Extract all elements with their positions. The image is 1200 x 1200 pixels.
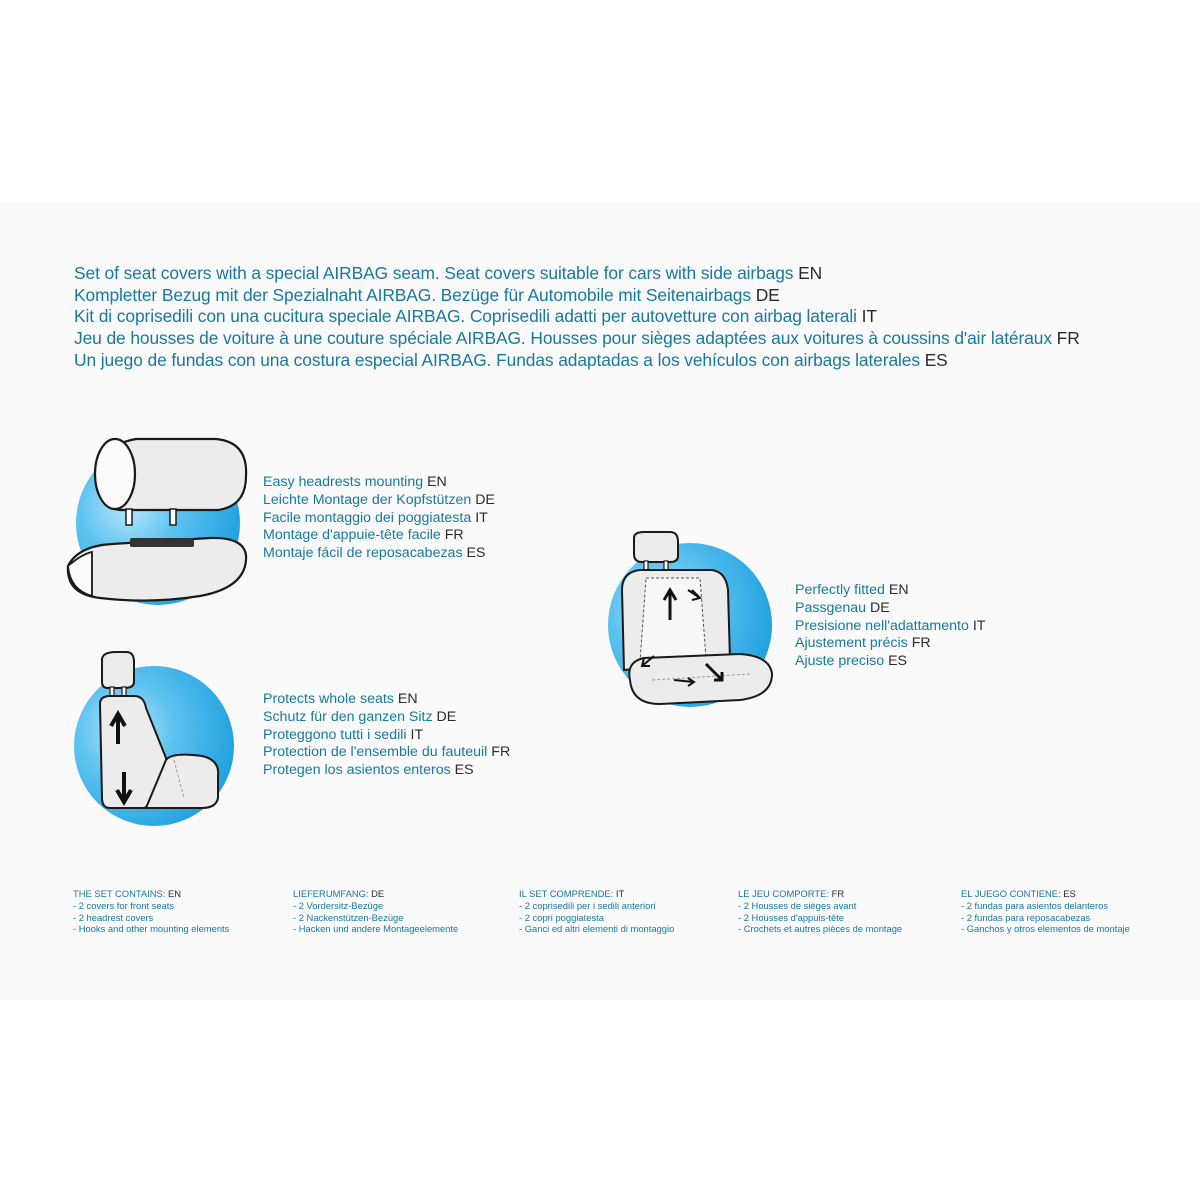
set-contents-item: - 2 Housses d'appuis-tête [738, 911, 845, 923]
set-contents-item: - 2 fundas para reposacabezas [961, 911, 1091, 923]
fitted-seat-icon [600, 530, 780, 710]
headline-line-de: Kompletter Bezug mit der Spezialnaht AIRBAG. Bezüge für Automobile mit Seitenairbags DE [74, 284, 780, 305]
feature-fitted [795, 582, 985, 671]
set-contents-item: - 2 copri poggiatesta [519, 911, 604, 923]
set-contents-item: - Crochets et autres pièces de montage [738, 923, 903, 935]
feature-line: Proteggono tutti i sedili IT [263, 726, 424, 743]
feature-line: Schutz für den ganzen Sitz DE [263, 708, 457, 725]
headline-line-fr: Jeu de housses de voiture à une couture spéciale AIRBAG. Housses pour sièges adaptées aux voitures à coussins d'air latéraux FR [74, 328, 1080, 349]
feature-line: Protects whole seats EN [263, 691, 418, 707]
feature-line: Protection de l'ensemble du fauteuil FR [263, 744, 511, 761]
headline-line-it: Kit di coprisedili con una cucitura speciale AIRBAG. Coprisedili adatti per autovetture con airbag laterali IT [74, 306, 877, 327]
set-contents-de [293, 888, 513, 935]
set-contents-item: - 2 Nackenstützen-Bezüge [293, 911, 404, 923]
set-contents-en [73, 888, 293, 935]
set-contents-heading: THE SET CONTAINS: EN [73, 888, 182, 899]
feature-line: Leichte Montage der Kopfstützen DE [263, 491, 495, 508]
headrest-mounting-icon [60, 430, 250, 610]
feature-line: Perfectly fitted EN [795, 582, 909, 598]
feature-protects [263, 691, 510, 780]
set-contents-item: - Hacken und andere Montageelemente [293, 923, 459, 935]
set-contents-heading: EL JUEGO CONTIENE: ES [961, 888, 1076, 899]
feature-line: Ajuste preciso ES [795, 653, 907, 670]
set-contents-item: - Ganchos y otros elementos de montaje [961, 923, 1130, 935]
feature-line: Protegen los asientos enteros ES [263, 762, 474, 779]
set-contents-item: - 2 headrest covers [73, 911, 154, 923]
set-contents-item: - 2 fundas para asientos delanteros [961, 900, 1108, 911]
feature-line: Presisione nell'adattamento IT [795, 617, 986, 634]
set-contents-item: - 2 Vordersitz-Bezüge [293, 900, 384, 911]
feature-line: Passgenau DE [795, 599, 890, 616]
feature-line: Montaje fácil de reposacabezas ES [263, 545, 486, 562]
feature-line: Facile montaggio dei poggiatesta IT [263, 509, 488, 526]
set-contents-it [519, 888, 739, 935]
set-contents-item: - 2 Housses de sièges avant [738, 900, 857, 911]
set-contents-item: - 2 covers for front seats [73, 900, 175, 911]
feature-line: Easy headrests mounting EN [263, 474, 447, 490]
seat-side-icon [62, 648, 242, 828]
set-contents-item: - Ganci ed altri elementi di montaggio [519, 923, 675, 935]
set-contents-es [961, 888, 1181, 935]
headline-block [74, 263, 1184, 372]
headline-line-es: Un juego de fundas con una costura especial AIRBAG. Fundas adaptadas a los vehículos con airbags laterales ES [74, 349, 948, 370]
headline-line-en: Set of seat covers with a special AIRBAG seam. Seat covers suitable for cars with side airbags EN [74, 263, 823, 283]
feature-headrests [263, 474, 495, 563]
set-contents-heading: LE JEU COMPORTE: FR [738, 888, 845, 899]
set-contents-item: - 2 coprisedili per i sedili anteriori [519, 900, 656, 911]
set-contents-heading: IL SET COMPRENDE: IT [519, 888, 625, 899]
set-contents-fr [738, 888, 958, 935]
feature-line: Montage d'appuie-tête facile FR [263, 527, 464, 544]
set-contents-item: - Hooks and other mounting elements [73, 923, 230, 935]
set-contents-heading: LIEFERUMFANG: DE [293, 888, 385, 899]
feature-line: Ajustement précis FR [795, 635, 931, 652]
